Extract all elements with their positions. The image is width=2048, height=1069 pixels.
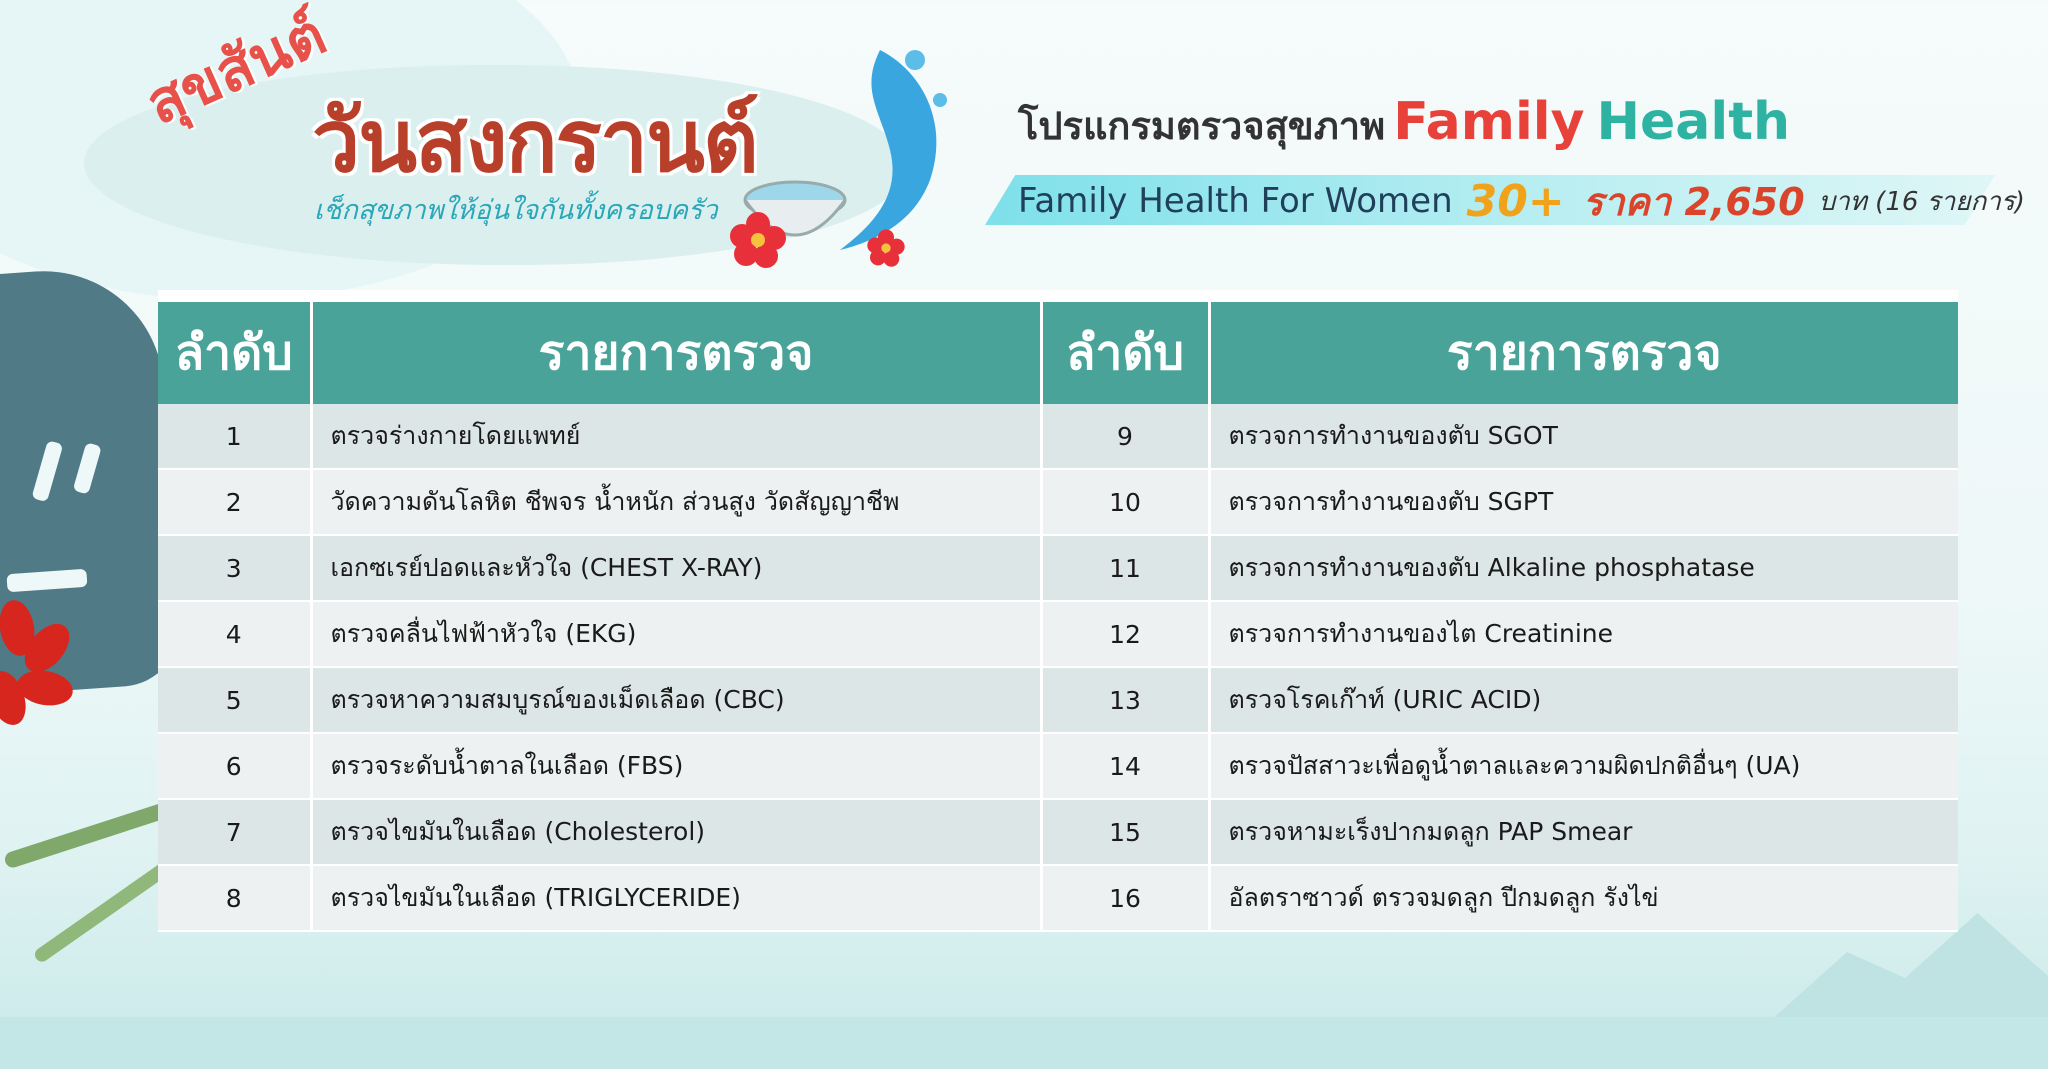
banner-unit: บาท (16 รายการ) <box>1818 186 2025 217</box>
logo-script-text: สุขสันต์ <box>136 0 336 139</box>
order-cell: 3 <box>158 535 311 601</box>
footer-band <box>0 1017 2048 1069</box>
item-cell: ตรวจคลื่นไฟฟ้าหัวใจ (EKG) <box>311 601 1041 667</box>
flower-icon <box>728 210 788 270</box>
order-cell: 8 <box>158 865 311 931</box>
order-cell: 1 <box>158 404 311 469</box>
table-row <box>158 799 1958 865</box>
item-cell: ตรวจการทำงานของไต Creatinine <box>1209 601 1958 667</box>
logo-subtitle: เช็กสุขภาพให้อุ่นใจกันทั้งครอบครัว <box>314 195 718 226</box>
table-header-row <box>158 302 1958 404</box>
promo-title-family: Family <box>1393 92 1585 152</box>
promo-banner-text <box>1018 176 2025 226</box>
header-item: รายการตรวจ <box>311 302 1041 404</box>
item-cell: ตรวจร่างกายโดยแพทย์ <box>311 404 1041 469</box>
checkup-table-container <box>158 290 1958 920</box>
order-cell: 10 <box>1041 469 1209 535</box>
logo-title: วันสงกรานต์ <box>312 91 757 192</box>
order-cell: 14 <box>1041 733 1209 799</box>
table-row <box>158 667 1958 733</box>
table-row <box>158 404 1958 469</box>
item-cell: ตรวจโรคเก๊าท์ (URIC ACID) <box>1209 667 1958 733</box>
order-cell: 6 <box>158 733 311 799</box>
item-cell: วัดความดันโลหิต ชีพจร น้ำหนัก ส่วนสูง วัดสัญญาชีพ <box>311 469 1041 535</box>
item-cell: ตรวจหาความสมบูรณ์ของเม็ดเลือด (CBC) <box>311 667 1041 733</box>
item-cell: เอกซเรย์ปอดและหัวใจ (CHEST X-RAY) <box>311 535 1041 601</box>
table-row <box>158 865 1958 931</box>
order-cell: 7 <box>158 799 311 865</box>
promo-title <box>1018 92 1790 156</box>
order-cell: 13 <box>1041 667 1209 733</box>
checkup-table <box>158 302 1958 932</box>
order-cell: 12 <box>1041 601 1209 667</box>
item-cell: อัลตราซาวด์ ตรวจมดลูก ปีกมดลูก รังไข่ <box>1209 865 1958 931</box>
table-row <box>158 535 1958 601</box>
item-cell: ตรวจระดับน้ำตาลในเลือด (FBS) <box>311 733 1041 799</box>
banner-age: 30+ <box>1466 175 1565 227</box>
order-cell: 5 <box>158 667 311 733</box>
order-cell: 11 <box>1041 535 1209 601</box>
table-row <box>158 601 1958 667</box>
item-cell: ตรวจการทำงานของตับ SGPT <box>1209 469 1958 535</box>
order-cell: 4 <box>158 601 311 667</box>
item-cell: ตรวจปัสสาวะเพื่อดูน้ำตาลและความผิดปกติอื่นๆ (UA) <box>1209 733 1958 799</box>
item-cell: ตรวจการทำงานของตับ Alkaline phosphatase <box>1209 535 1958 601</box>
item-cell: ตรวจหามะเร็งปากมดลูก PAP Smear <box>1209 799 1958 865</box>
item-cell: ตรวจไขมันในเลือด (Cholesterol) <box>311 799 1041 865</box>
order-cell: 9 <box>1041 404 1209 469</box>
item-cell: ตรวจการทำงานของตับ SGOT <box>1209 404 1958 469</box>
table-row <box>158 733 1958 799</box>
promo-title-prefix: โปรแกรมตรวจสุขภาพ <box>1018 104 1386 148</box>
banner-price: ราคา 2,650 <box>1582 179 1805 224</box>
table-row <box>158 469 1958 535</box>
header-order: ลำดับ <box>1041 302 1209 404</box>
banner-package-name: Family Health For Women <box>1018 181 1453 221</box>
flower-icon <box>866 228 906 268</box>
red-flower-decoration <box>0 600 110 740</box>
order-cell: 2 <box>158 469 311 535</box>
order-cell: 15 <box>1041 799 1209 865</box>
header-item: รายการตรวจ <box>1209 302 1958 404</box>
order-cell: 16 <box>1041 865 1209 931</box>
header-order: ลำดับ <box>158 302 311 404</box>
promo-title-health: Health <box>1596 92 1791 152</box>
item-cell: ตรวจไขมันในเลือด (TRIGLYCERIDE) <box>311 865 1041 931</box>
